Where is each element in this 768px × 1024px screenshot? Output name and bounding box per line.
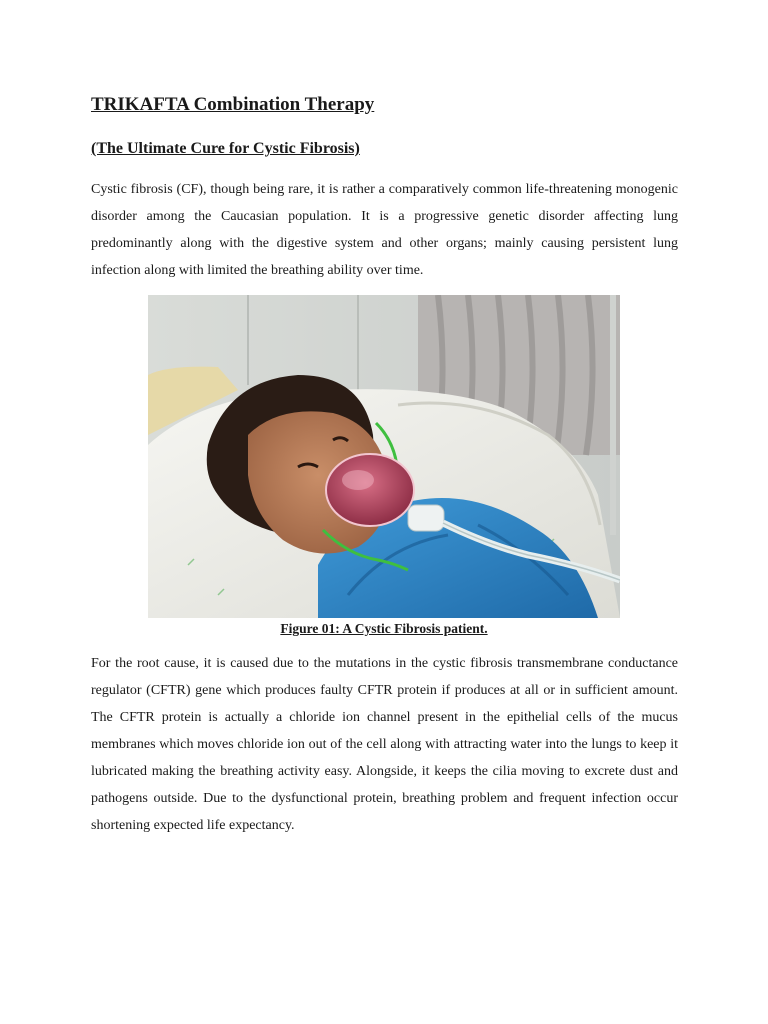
document-subtitle: (The Ultimate Cure for Cystic Fibrosis) (91, 140, 360, 157)
document-title: TRIKAFTA Combination Therapy (91, 94, 375, 115)
oxygen-mask (326, 454, 414, 526)
root-cause-paragraph: For the root cause, it is caused due to the mutations in the cystic fibrosis transmembrane conductance regulator (CFTR) gene which produces faulty CFTR protein if produces at all or in sufficient amount. The CFTR protein is actually a chloride ion channel present in the epithelial cells of the mucus membranes which moves chloride ion out of the cell along with attracting water into the lungs to keep it lubricated making the breathing activity easy. Alongside, it keeps the cilia moving to excrete dust and pathogens outside. Due to the dysfunctional protein, breathing problem and frequent infection occur shortening expected life expectancy. (91, 656, 678, 833)
intro-paragraph: Cystic fibrosis (CF), though being rare, it is rather a comparatively common life-threatening monogenic disorder among the Caucasian population. It is a progressive genetic disorder affecting lung predominantly along with the digestive system and other organs; mainly causing persistent lung infection along with limited the breathing ability over time. (91, 182, 678, 278)
mask-connector (408, 505, 444, 531)
patient-photo (148, 295, 620, 618)
figure-caption: Figure 01: A Cystic Fibrosis patient. (280, 621, 488, 636)
